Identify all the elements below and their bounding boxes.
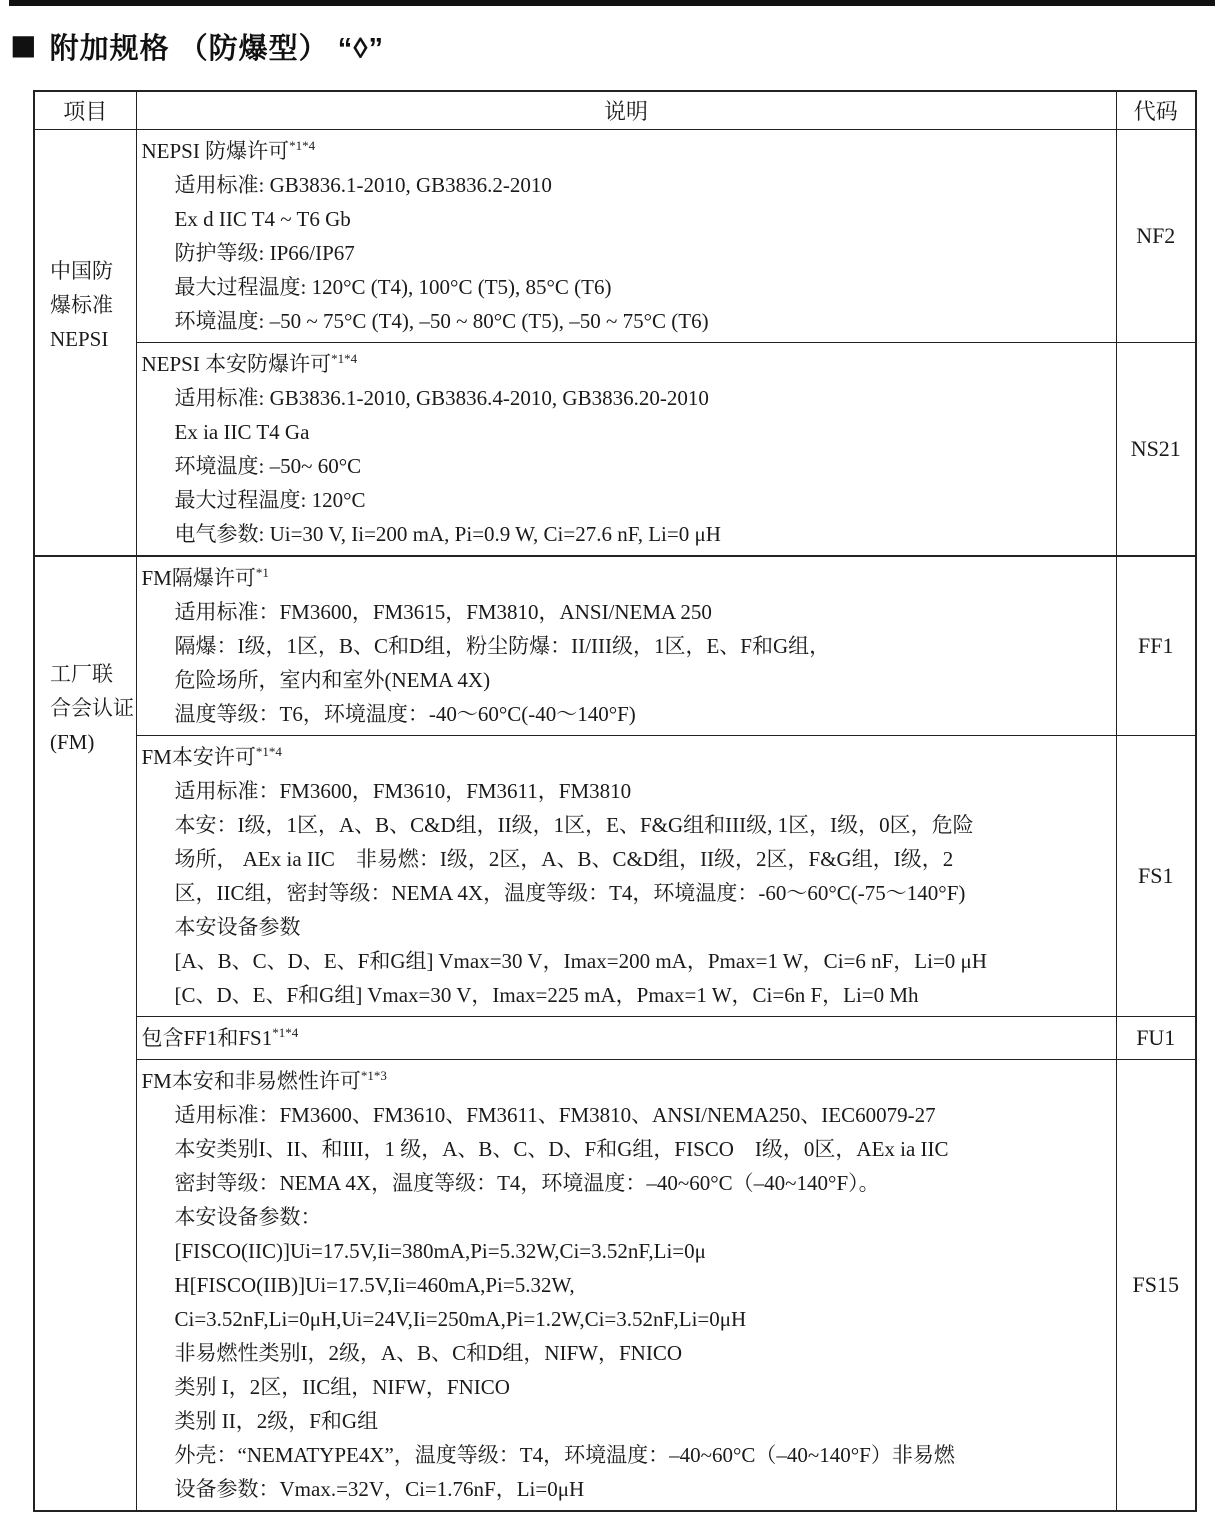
top-rule [9, 0, 1215, 6]
spec-line: 最大过程温度: 120°C [174, 487, 366, 512]
col-header-item: 项目 [34, 91, 136, 129]
spec-desc-nf2 [136, 129, 1116, 342]
spec-desc-ff1 [136, 556, 1116, 736]
spec-line: 最大过程温度: 120°C (T4), 100°C (T5), 85°C (T6) [174, 274, 612, 299]
table-row-fs1 [34, 735, 1196, 1016]
spec-line: 隔爆：I级，1区，B、C和D组，粉尘防爆：II/III级，1区，E、F和G组， [174, 633, 831, 658]
spec-code-fs1: FS1 [1116, 735, 1196, 1016]
footnote-ref: *1*3 [360, 1067, 387, 1083]
spec-line: 适用标准: GB3836.1-2010, GB3836.2-2010 [174, 172, 552, 197]
spec-line: 合会认证 [50, 695, 134, 720]
table-row-nf2 [34, 129, 1196, 342]
spec-line: 密封等级：NEMA 4X，温度等级：T4，环境温度：–40~60°C（–40~140°F）。 [174, 1170, 880, 1195]
table-row-ns21 [34, 342, 1196, 556]
spec-line: [FISCO(IIC)]Ui=17.5V,Ii=380mA,Pi=5.32W,Ci=3.52nF,Li=0μ [174, 1238, 706, 1263]
spec-line: 包含FF1和FS1$^{*1*4}$ [141, 1024, 299, 1050]
footnote-ref: *1*4 [331, 350, 358, 366]
spec-code-nf2: NF2 [1116, 129, 1196, 342]
spec-line: NEPSI 防爆许可$^{*1*4}$ [141, 137, 316, 163]
footnote-ref: *1*4 [272, 1024, 299, 1040]
spec-line: 防护等级: IP66/IP67 [174, 240, 355, 265]
spec-line: 设备参数：Vmax.=32V，Ci=1.76nF，Li=0μH [174, 1476, 585, 1501]
spec-desc-fs1 [136, 735, 1116, 1016]
section-bullet-icon: ■ [10, 30, 38, 63]
spec-line: [A、B、C、D、E、F和G组] Vmax=30 V，Imax=200 mA，Pmax=1 W，Ci=6 nF，Li=0 μH [174, 948, 987, 973]
spec-line: 环境温度: –50 ~ 75°C (T4), –50 ~ 80°C (T5), –50 ~ 75°C (T6) [174, 308, 709, 333]
spec-desc-fu1 [136, 1016, 1116, 1059]
spec-line: (FM) [50, 729, 95, 754]
spec-line: 类别 II，2级，F和G组 [174, 1408, 379, 1433]
spec-line: 适用标准: GB3836.1-2010, GB3836.4-2010, GB3836.20-2010 [174, 385, 709, 410]
spec-line: NEPSI 本安防爆许可$^{*1*4}$ [141, 350, 358, 376]
spec-line: 电气参数: Ui=30 V, Ii=200 mA, Pi=0.9 W, Ci=27.6 nF, Li=0 μH [174, 521, 721, 546]
spec-line: Ex d IIC T4 ~ T6 Gb [174, 206, 351, 231]
spec-line: 工厂联 [50, 661, 113, 686]
spec-line: 外壳：“NEMATYPE4X”，温度等级：T4，环境温度：–40~60°C（–40~140°F）非易燃 [174, 1442, 955, 1467]
header-row [34, 91, 1196, 129]
spec-line: 适用标准：FM3600，FM3615，FM3810，ANSI/NEMA 250 [174, 599, 712, 624]
spec-line: 中国防 [50, 258, 113, 283]
spec-code-fs15: FS15 [1116, 1059, 1196, 1511]
spec-line: 本安类别I、II、和III，1 级，A、B、C、D、F和G组，FISCO I级，0区，AEx ia IIC [174, 1136, 949, 1161]
spec-line: 适用标准：FM3600，FM3610，FM3611，FM3810 [174, 778, 632, 803]
spec-line: 本安设备参数 [174, 914, 301, 939]
spec-line: 适用标准：FM3600、FM3610、FM3611、FM3810、ANSI/NEMA250、IEC60079-27 [174, 1102, 936, 1127]
group-label-fm [34, 556, 136, 1511]
spec-line: 温度等级：T6，环境温度：-40～60°C(-40～140°F) [174, 701, 636, 726]
spec-line: 类别 I，2区，IIC组，NIFW，FNICO [174, 1374, 510, 1399]
spec-line: H[FISCO(IIB)]Ui=17.5V,Ii=460mA,Pi=5.32W, [174, 1272, 575, 1297]
spec-line: 本安：I级，1区，A、B、C&D组，II级，1区，E、F&G组和III级, 1区，I级，0区，危险 [174, 812, 974, 837]
section-title-text: 附加规格 （防爆型） “◊” [49, 33, 385, 65]
col-header-description: 说明 [136, 91, 1116, 129]
footnote-ref: *1*4 [255, 743, 282, 759]
spec-line: NEPSI [50, 326, 109, 351]
spec-code-ff1: FF1 [1116, 556, 1196, 736]
table-row-ff1 [34, 556, 1196, 736]
spec-line: FM隔爆许可$^{*1}$ [141, 564, 269, 590]
section-title [10, 26, 384, 67]
table-row-fu1 [34, 1016, 1196, 1059]
spec-line: 危险场所，室内和室外(NEMA 4X) [174, 667, 491, 692]
spec-line: 本安设备参数： [174, 1204, 322, 1229]
spec-line: Ci=3.52nF,Li=0μH,Ui=24V,Ii=250mA,Pi=1.2W,Ci=3.52nF,Li=0μH [174, 1306, 747, 1331]
spec-code-ns21: NS21 [1116, 342, 1196, 556]
spec-line: [C、D、E、F和G组] Vmax=30 V，Imax=225 mA，Pmax=1 W，Ci=6n F，Li=0 Mh [174, 982, 919, 1007]
footnote-ref: *1 [255, 564, 269, 580]
spec-desc-ns21 [136, 342, 1116, 556]
footnote-ref: *1*4 [289, 137, 316, 153]
spec-line: 非易燃性类别I，2级，A、B、C和D组，NIFW，FNICO [174, 1340, 683, 1365]
spec-line: 爆标准 [50, 292, 113, 317]
group-label-nepsi [34, 129, 136, 556]
spec-line: Ex ia IIC T4 Ga [174, 419, 310, 444]
spec-line: FM本安和非易燃性许可$^{*1*3}$ [141, 1067, 387, 1093]
spec-line: FM本安许可$^{*1*4}$ [141, 743, 282, 769]
table-row-fs15 [34, 1059, 1196, 1511]
spec-line: 环境温度: –50~ 60°C [174, 453, 362, 478]
spec-line: 场所， AEx ia IIC 非易燃：I级，2区，A、B、C&D组，II级，2区，F&G组，I级，2 [174, 846, 954, 871]
col-header-code: 代码 [1116, 91, 1196, 129]
spec-table [33, 90, 1197, 1512]
spec-desc-fs15 [136, 1059, 1116, 1511]
spec-line: 区，IIC组，密封等级：NEMA 4X，温度等级：T4，环境温度：-60～60°C(-75～140°F) [174, 880, 966, 905]
spec-code-fu1: FU1 [1116, 1016, 1196, 1059]
